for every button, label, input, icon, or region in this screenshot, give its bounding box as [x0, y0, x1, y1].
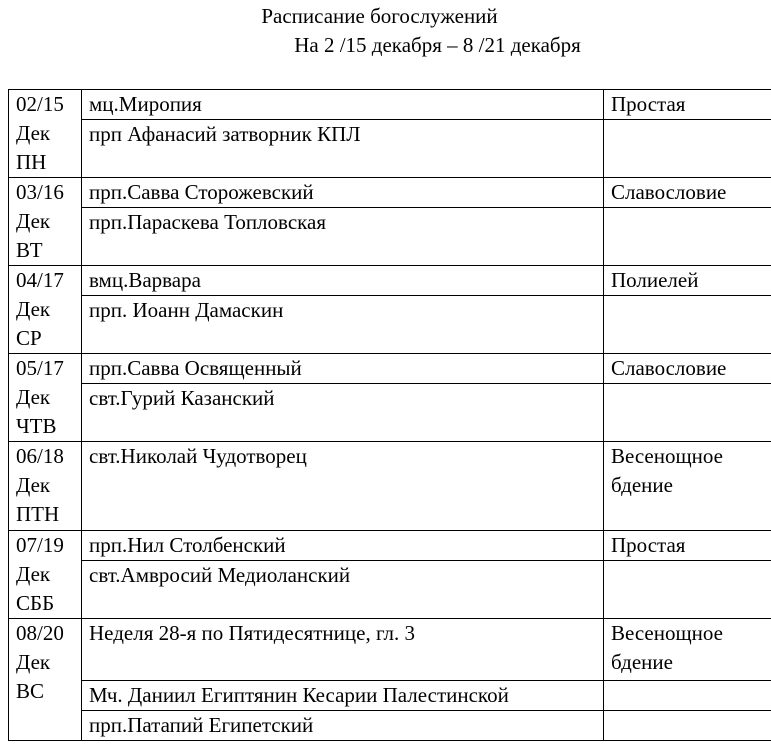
saint-cell: свт.Николай Чудотворец	[82, 442, 604, 531]
table-row	[9, 681, 771, 711]
table-row	[9, 354, 771, 384]
table-row	[9, 561, 771, 619]
date-number: 08/20	[16, 621, 64, 645]
date-weekday: СББ	[16, 591, 55, 615]
date-number: 03/16	[16, 180, 64, 204]
saint-cell: прп.Патапий Египетский	[82, 711, 604, 741]
service-cell-empty	[604, 120, 771, 178]
schedule-title: Расписание богослужений	[261, 4, 498, 28]
saint-cell: свт.Амвросий Медиоланский	[82, 561, 604, 619]
saint-cell: прп.Савва Освященный	[82, 354, 604, 384]
saint-cell: вмц.Варвара	[82, 266, 604, 296]
date-month: Дек	[16, 297, 51, 321]
date-month: Дек	[16, 650, 51, 674]
table-row	[9, 120, 771, 178]
date-weekday: ВС	[16, 679, 45, 703]
date-month: Дек	[16, 562, 51, 586]
saint-cell: мц.Миропия	[82, 90, 604, 120]
saint-cell: прп Афанасий затворник КПЛ	[82, 120, 604, 178]
saint-cell: Мч. Даниил Египтянин Кесарии Палестинской	[82, 681, 604, 711]
date-month: Дек	[16, 385, 51, 409]
table-row	[9, 531, 771, 561]
table-row	[9, 90, 771, 120]
date-number: 02/15	[16, 92, 64, 116]
date-number: 06/18	[16, 444, 64, 468]
service-cell-empty	[604, 561, 771, 619]
saint-cell: прп. Иоанн Дамаскин	[82, 296, 604, 354]
table-row	[9, 711, 771, 741]
date-cell	[9, 354, 82, 442]
date-cell	[9, 619, 82, 741]
service-cell: Простая	[604, 531, 771, 561]
service-line: Весенощное	[611, 444, 723, 468]
date-number: 07/19	[16, 533, 64, 557]
service-line: бдение	[611, 473, 673, 497]
service-cell-empty	[604, 711, 771, 741]
date-number: 04/17	[16, 268, 64, 292]
saint-cell: прп.Нил Столбенский	[82, 531, 604, 561]
service-cell-empty	[604, 296, 771, 354]
saint-cell: свт.Гурий Казанский	[82, 384, 604, 442]
schedule-table	[8, 89, 771, 741]
date-cell	[9, 531, 82, 619]
date-month: Дек	[16, 473, 51, 497]
date-cell	[9, 178, 82, 266]
service-line: бдение	[611, 650, 673, 674]
date-weekday: СР	[16, 326, 42, 350]
service-cell-empty	[604, 681, 771, 711]
date-number: 05/17	[16, 356, 64, 380]
service-cell-empty	[604, 208, 771, 266]
service-cell: Славословие	[604, 354, 771, 384]
date-month: Дек	[16, 121, 51, 145]
table-row	[9, 619, 771, 681]
table-row	[9, 208, 771, 266]
saint-cell: Неделя 28-я по Пятидесятнице, гл. 3	[82, 619, 604, 681]
date-cell	[9, 90, 82, 178]
table-row	[9, 296, 771, 354]
schedule-date-range: На 2 /15 декабря – 8 /21 декабря	[294, 33, 581, 57]
date-weekday: ЧТВ	[16, 414, 57, 438]
service-cell: Славословие	[604, 178, 771, 208]
service-cell-empty	[604, 384, 771, 442]
date-month: Дек	[16, 209, 51, 233]
service-cell: Полиелей	[604, 266, 771, 296]
service-cell	[604, 619, 771, 681]
date-cell	[9, 266, 82, 354]
date-weekday: ПН	[16, 150, 47, 174]
saint-cell: прп.Параскева Топловская	[82, 208, 604, 266]
service-line: Весенощное	[611, 621, 723, 645]
service-cell	[604, 442, 771, 531]
date-cell	[9, 442, 82, 531]
table-row	[9, 384, 771, 442]
table-row	[9, 178, 771, 208]
saint-cell: прп.Савва Сторожевский	[82, 178, 604, 208]
date-weekday: ВТ	[16, 238, 43, 262]
table-row	[9, 442, 771, 531]
service-cell: Простая	[604, 90, 771, 120]
date-weekday: ПТН	[16, 502, 60, 526]
table-row	[9, 266, 771, 296]
